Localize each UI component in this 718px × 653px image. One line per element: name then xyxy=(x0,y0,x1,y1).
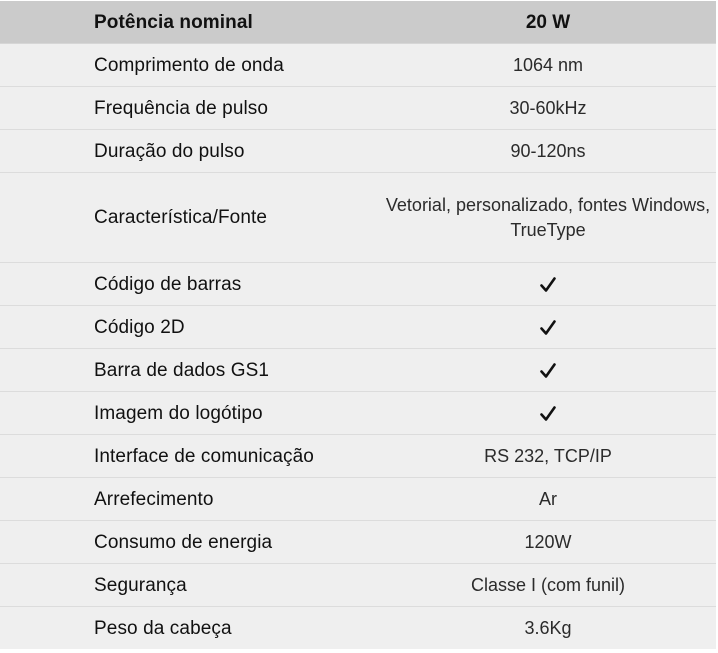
row-value-wavelength: 1064 nm xyxy=(380,44,716,87)
row-label-2d-code: Código 2D xyxy=(0,306,380,349)
spec-table xyxy=(0,1,716,649)
table-row xyxy=(0,349,716,392)
row-label-wavelength: Comprimento de onda xyxy=(0,44,380,87)
row-label-safety: Segurança xyxy=(0,564,380,607)
row-value-2d-code xyxy=(380,306,716,349)
table-row xyxy=(0,478,716,521)
row-value-interface: RS 232, TCP/IP xyxy=(380,435,716,478)
row-label-font-feature: Característica/Fonte xyxy=(0,173,380,263)
check-icon xyxy=(538,318,558,338)
table-row xyxy=(0,435,716,478)
check-icon xyxy=(538,361,558,381)
row-value-barcode xyxy=(380,263,716,306)
table-row xyxy=(0,263,716,306)
row-value-head-weight: 3.6Kg xyxy=(380,607,716,650)
row-label-power-consumption: Consumo de energia xyxy=(0,521,380,564)
header-value: 20 W xyxy=(380,1,716,44)
table-row xyxy=(0,521,716,564)
table-row xyxy=(0,130,716,173)
row-value-gs1-databar xyxy=(380,349,716,392)
header-label: Potência nominal xyxy=(0,1,380,44)
table-row xyxy=(0,306,716,349)
row-label-cooling: Arrefecimento xyxy=(0,478,380,521)
row-value-cooling: Ar xyxy=(380,478,716,521)
row-label-pulse-frequency: Frequência de pulso xyxy=(0,87,380,130)
table-row xyxy=(0,392,716,435)
row-label-head-weight: Peso da cabeça xyxy=(0,607,380,650)
table-row xyxy=(0,564,716,607)
row-value-safety: Classe I (com funil) xyxy=(380,564,716,607)
row-label-interface: Interface de comunicação xyxy=(0,435,380,478)
row-label-barcode: Código de barras xyxy=(0,263,380,306)
table-row xyxy=(0,173,716,263)
check-icon xyxy=(538,404,558,424)
row-value-power-consumption: 120W xyxy=(380,521,716,564)
row-label-pulse-duration: Duração do pulso xyxy=(0,130,380,173)
row-value-font-feature: Vetorial, personalizado, fontes Windows, TrueType xyxy=(380,173,716,263)
row-value-pulse-duration: 90-120ns xyxy=(380,130,716,173)
table-header-row xyxy=(0,1,716,44)
check-icon xyxy=(538,275,558,295)
row-label-gs1-databar: Barra de dados GS1 xyxy=(0,349,380,392)
table-row xyxy=(0,607,716,650)
row-label-logo-image: Imagem do logótipo xyxy=(0,392,380,435)
row-value-pulse-frequency: 30-60kHz xyxy=(380,87,716,130)
table-row xyxy=(0,87,716,130)
row-value-logo-image xyxy=(380,392,716,435)
table-row xyxy=(0,44,716,87)
